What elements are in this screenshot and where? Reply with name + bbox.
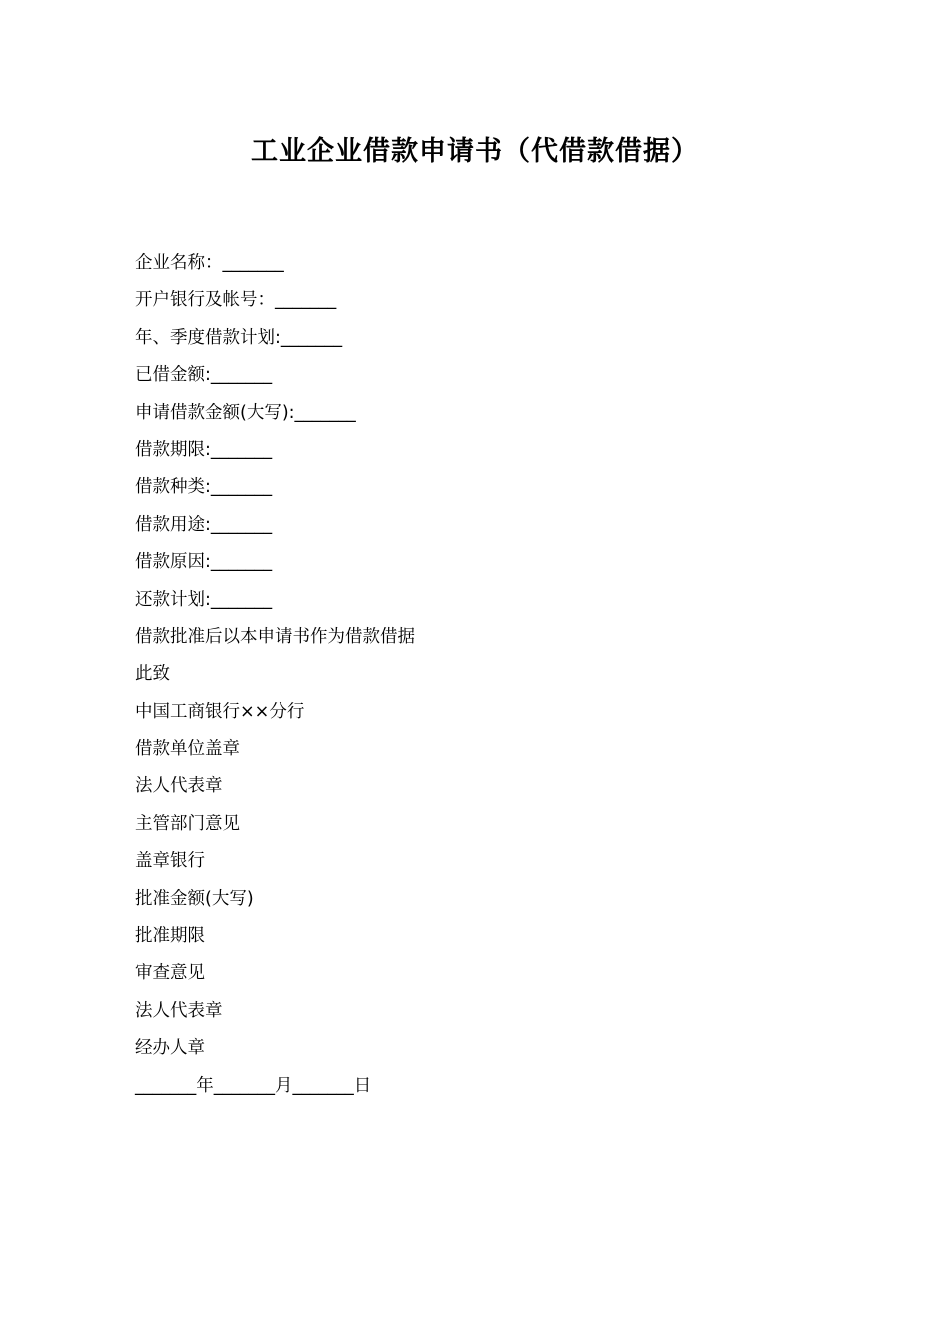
- handler-seal-line: 经办人章: [135, 1038, 205, 1059]
- borrower-seal-line: 借款单位盖章: [135, 739, 240, 760]
- authority-opinion-line: 主管部门意见: [135, 813, 240, 834]
- statement-line: 借款批准后以本申请书作为借款借据: [135, 626, 415, 647]
- bank-seal-line: 盖章银行: [135, 851, 205, 872]
- field-loan-plan: 年、季度借款计划:_______: [135, 327, 343, 348]
- field-borrowed-amount: 已借金额:_______: [135, 365, 273, 386]
- approved-amount-line: 批准金额(大写): [135, 888, 254, 909]
- field-loan-term: 借款期限:_______: [135, 439, 273, 460]
- approved-term-line: 批准期限: [135, 926, 205, 947]
- recipient-line: 中国工商银行××分行: [135, 701, 305, 722]
- review-opinion-line: 审查意见: [135, 963, 205, 984]
- field-requested-amount: 申请借款金额(大写):_______: [135, 402, 356, 423]
- field-loan-purpose: 借款用途:_______: [135, 514, 273, 535]
- form-lines: [135, 245, 835, 1105]
- field-repayment-plan: 还款计划:_______: [135, 589, 273, 610]
- field-loan-type: 借款种类:_______: [135, 477, 273, 498]
- document-title: 工业企业借款申请书（代借款借据）: [251, 136, 699, 167]
- field-bank-account: 开户银行及帐号：_______: [135, 290, 337, 311]
- date-line: _______年_______月_______日: [135, 1075, 372, 1096]
- field-loan-reason: 借款原因:_______: [135, 552, 273, 573]
- legal-rep-seal-line: 法人代表章: [135, 776, 223, 797]
- field-company-name: 企业名称：_______: [135, 253, 284, 273]
- legal-rep-seal-line-2: 法人代表章: [135, 1000, 223, 1021]
- salutation-line: 此致: [135, 664, 170, 685]
